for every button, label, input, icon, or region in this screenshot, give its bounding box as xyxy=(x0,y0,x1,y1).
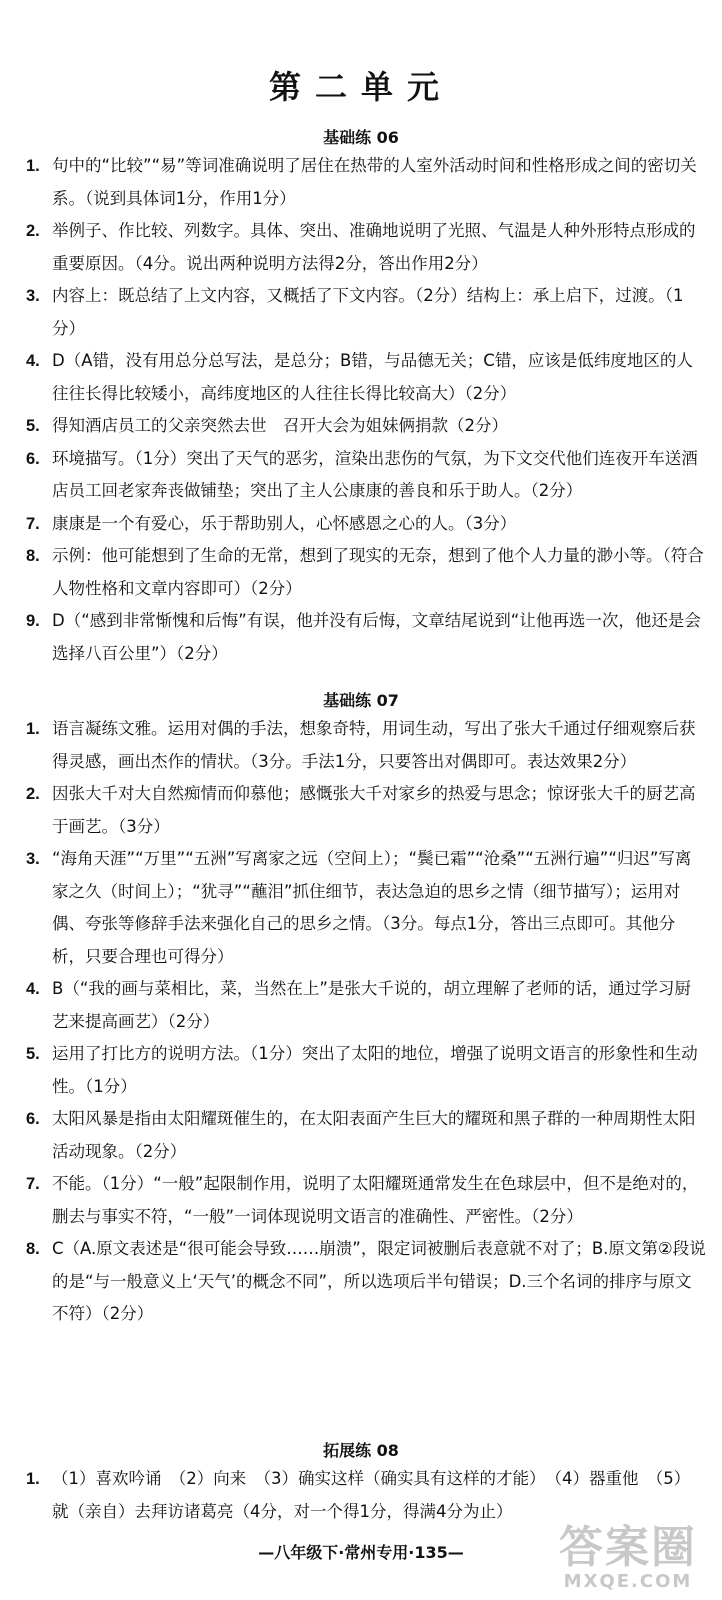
item-number: 4. xyxy=(26,980,40,998)
item-text: 康康是一个有爱心，乐于帮助别人，心怀感恩之心的人。（3分） xyxy=(52,513,517,533)
list-item xyxy=(26,410,706,443)
list-item xyxy=(26,605,706,670)
watermark-text: 答案圈 xyxy=(559,1522,697,1573)
item-number: 1. xyxy=(26,720,40,738)
item-text: （1）喜欢吟诵 （2）向来 （3）确实这样（确实具有这样的才能） （4）器重他 （5）就（亲自）去拜访诸葛亮（4分，对一个得1分，得满4分为止） xyxy=(52,1469,691,1521)
list-item xyxy=(26,973,706,1038)
list-item xyxy=(26,215,706,280)
list-item xyxy=(26,1168,706,1233)
item-number: 2. xyxy=(26,222,40,240)
item-number: 1. xyxy=(26,157,40,175)
item-number: 2. xyxy=(26,785,40,803)
list-item xyxy=(26,508,706,541)
list-item xyxy=(26,1038,706,1103)
list-item xyxy=(26,1103,706,1168)
section-08-list xyxy=(26,1463,706,1528)
item-text: 内容上：既总结了上文内容，又概括了下文内容。（2分）结构上：承上启下，过渡。（1分） xyxy=(52,286,684,338)
item-text: C（A.原文表述是“很可能会导致……崩溃”，限定词被删后表意就不对了；B.原文第②段说的是“与一般意义上‘天气’的概念不同”，所以选项后半句错误；D.三个名词的排序与原文不符）（2分） xyxy=(52,1239,706,1323)
list-item xyxy=(26,540,706,605)
item-number: 5. xyxy=(26,1045,40,1063)
item-number: 8. xyxy=(26,1240,40,1258)
item-number: 7. xyxy=(26,1175,40,1193)
list-item xyxy=(26,150,706,215)
item-number: 1. xyxy=(26,1470,40,1488)
item-text: D（“感到非常惭愧和后悔”有误，他并没有后悔，文章结尾说到“让他再选一次，他还是会选择八百公里”）（2分） xyxy=(52,611,701,663)
item-number: 8. xyxy=(26,547,40,565)
section-06-list xyxy=(26,150,706,670)
item-text: 句中的“比较”“易”等词准确说明了居住在热带的人室外活动时间和性格形成之间的密切关系。（说到具体词1分，作用1分） xyxy=(52,156,697,208)
item-text: 太阳风暴是指由太阳耀斑催生的，在太阳表面产生巨大的耀斑和黑子群的一种周期性太阳活动现象。（2分） xyxy=(52,1109,696,1161)
watermark-domain: MXQE.COM xyxy=(563,1571,693,1592)
item-text: D（A错，没有用总分总写法，是总分；B错，与品德无关；C错，应该是低纬度地区的人往往长得比较矮小，高纬度地区的人往往长得比较高大）（2分） xyxy=(52,351,693,403)
list-item xyxy=(26,1233,706,1331)
list-item xyxy=(26,713,706,778)
item-number: 5. xyxy=(26,417,40,435)
section-07-list xyxy=(26,713,706,1331)
list-item xyxy=(26,345,706,410)
page-footer: —八年级下·常州专用·135— xyxy=(258,1543,464,1562)
unit-title: 第二单元 xyxy=(268,68,453,106)
list-item xyxy=(26,1463,706,1528)
list-item xyxy=(26,443,706,508)
item-number: 9. xyxy=(26,612,40,630)
item-text: 语言凝练文雅。运用对偶的手法，想象奇特，用词生动，写出了张大千通过仔细观察后获得灵感，画出杰作的情状。（3分。手法1分，只要答出对偶即可。表达效果2分） xyxy=(52,719,696,771)
item-text: 举例子、作比较、列数字。具体、突出、准确地说明了光照、气温是人种外形特点形成的重要原因。（4分。说出两种说明方法得2分，答出作用2分） xyxy=(52,221,696,273)
item-text: 运用了打比方的说明方法。（1分）突出了太阳的地位，增强了说明文语言的形象性和生动性。（1分） xyxy=(52,1044,698,1096)
item-text: 得知酒店员工的父亲突然去世 召开大会为姐妹俩捐款（2分） xyxy=(52,416,508,435)
item-text: 示例：他可能想到了生命的无常，想到了现实的无奈，想到了他个人力量的渺小等。（符合人物性格和文章内容即可）（2分） xyxy=(52,546,704,598)
list-item xyxy=(26,280,706,345)
item-number: 4. xyxy=(26,352,40,370)
list-item xyxy=(26,843,706,973)
item-number: 7. xyxy=(26,514,40,533)
item-number: 3. xyxy=(26,850,40,868)
item-number: 6. xyxy=(26,1110,40,1128)
item-number: 6. xyxy=(26,449,40,468)
item-text: B（“我的画与菜相比，菜，当然在上”是张大千说的，胡立理解了老师的话，通过学习厨艺来提高画艺）（2分） xyxy=(52,979,691,1031)
watermark-logo xyxy=(544,1524,712,1594)
list-item xyxy=(26,778,706,843)
item-text: 因张大千对大自然痴情而仰慕他；感慨张大千对家乡的热爱与思念；惊讶张大千的厨艺高于画艺。（3分） xyxy=(52,784,696,836)
item-text: 不能。（1分）“一般”起限制作用，说明了太阳耀斑通常发生在色球层中，但不是绝对的，删去与事实不符，“一般”一词体现说明文语言的准确性、严密性。（2分） xyxy=(52,1174,699,1226)
item-text: 环境描写。（1分）突出了天气的恶劣，渲染出悲伤的气氛，为下文交代他们连夜开车送酒店员工回老家奔丧做铺垫；突出了主人公康康的善良和乐于助人。（2分） xyxy=(52,448,698,500)
section-heading-06: 基础练 06 xyxy=(323,128,399,147)
item-number: 3. xyxy=(26,287,40,305)
item-text: “海角天涯”“万里”“五洲”写离家之远（空间上）；“鬓已霜”“沧桑”“五洲行遍”“归迟”写离家之久（时间上）；“犹寻”“蘸泪”抓住细节，表达急迫的思乡之情（细节描写）；运用对偶、夸张等修辞手法来强化自己的思乡之情。（3分。每点1分，答出三点即可。其他分析，只要合理也可得分） xyxy=(52,849,692,966)
section-heading-07: 基础练 07 xyxy=(323,691,399,710)
section-heading-08: 拓展练 08 xyxy=(323,1441,399,1460)
